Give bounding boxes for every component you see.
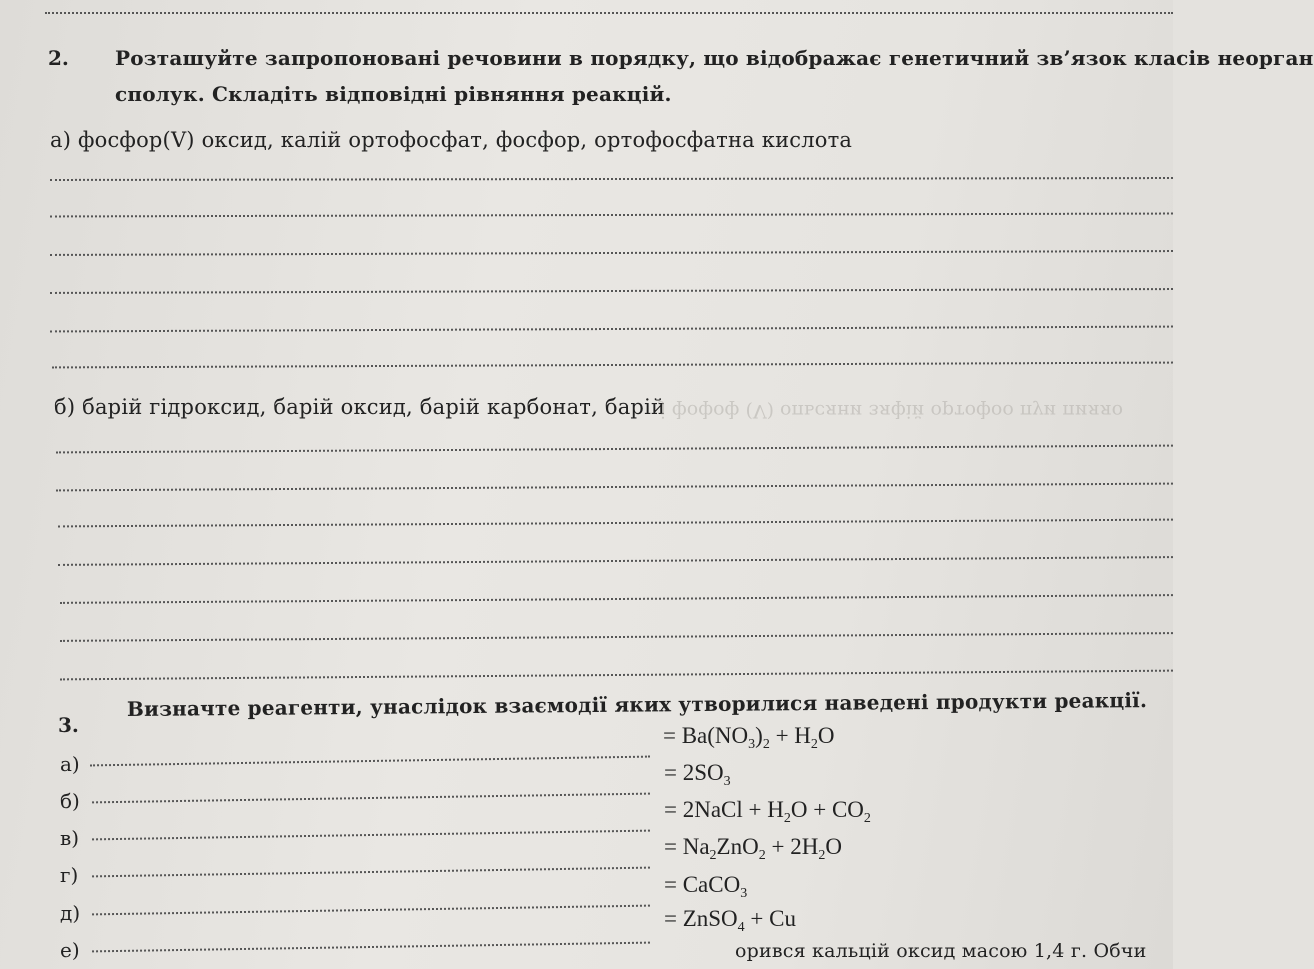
answer-line xyxy=(52,362,1173,369)
task-3-item-letter: е) xyxy=(60,938,80,962)
answer-line xyxy=(50,177,1173,181)
task-2-instruction-line-2: сполук. Складіть відповідні рівняння реакцій. xyxy=(115,82,672,106)
answer-line xyxy=(60,670,1173,681)
task-2-part-b: б) барій гідроксид, барій оксид, барій карбонат, барій xyxy=(54,395,666,419)
task-3-item-equation: = $Ba(NO_3)_2 + H_2O$ xyxy=(663,723,835,752)
task-2-instruction-line-1: Розташуйте запропоновані речовини в порядку, що відображає генетичний зв’язок класів неорган xyxy=(115,46,1314,70)
answer-blank xyxy=(92,905,650,916)
task-3-item-letter: в) xyxy=(60,826,80,850)
task-2-part-a: а) фосфор(V) оксид, калій ортофосфат, фосфор, ортофосфатна кислота xyxy=(50,128,853,152)
answer-line xyxy=(58,519,1173,528)
task-3-item-letter: г) xyxy=(60,863,79,887)
answer-line xyxy=(50,288,1173,294)
task-3-item-equation: = ZnSO$_4$ + Cu xyxy=(664,906,796,935)
task-2-number: 2. xyxy=(48,46,69,70)
task-3-item-letter: а) xyxy=(60,752,80,776)
task-3-instruction: Визначте реагенти, унаслідок взаємодії яких утворилися наведені продукти реакції. xyxy=(126,688,1148,721)
task-3-item-letter: б) xyxy=(60,789,80,813)
task-3-number: 3. xyxy=(58,713,79,737)
answer-blank xyxy=(90,756,650,767)
answer-blank xyxy=(92,830,650,841)
task-3-item-equation: = CaCO$_3$ xyxy=(664,872,748,901)
task-3-item-letter: д) xyxy=(60,901,81,925)
answer-blank xyxy=(92,793,650,804)
show-through-text: ϳ фофоф (V) опьсяни зяфій ортофоо пуи пияяо xyxy=(660,400,1124,422)
answer-line xyxy=(50,326,1173,333)
answer-line xyxy=(45,12,1173,14)
answer-line xyxy=(60,594,1173,604)
answer-line xyxy=(56,483,1173,492)
answer-blank xyxy=(92,942,650,953)
answer-line xyxy=(60,632,1173,642)
task-3-item-equation: = $2SO_3$ xyxy=(664,760,731,789)
next-task-fragment: орився кальцій оксид масою 1,4 г. Обчи xyxy=(735,940,1147,962)
task-3-item-equation: = 2NaCl + $H_2O + CO_2$ xyxy=(664,797,871,826)
answer-line xyxy=(56,445,1173,454)
answer-line xyxy=(58,556,1173,566)
answer-blank xyxy=(92,867,650,878)
answer-line xyxy=(50,213,1173,218)
answer-line xyxy=(50,250,1173,256)
task-3-item-equation: = $Na_2ZnO_2 + 2H_2O$ xyxy=(664,834,842,863)
